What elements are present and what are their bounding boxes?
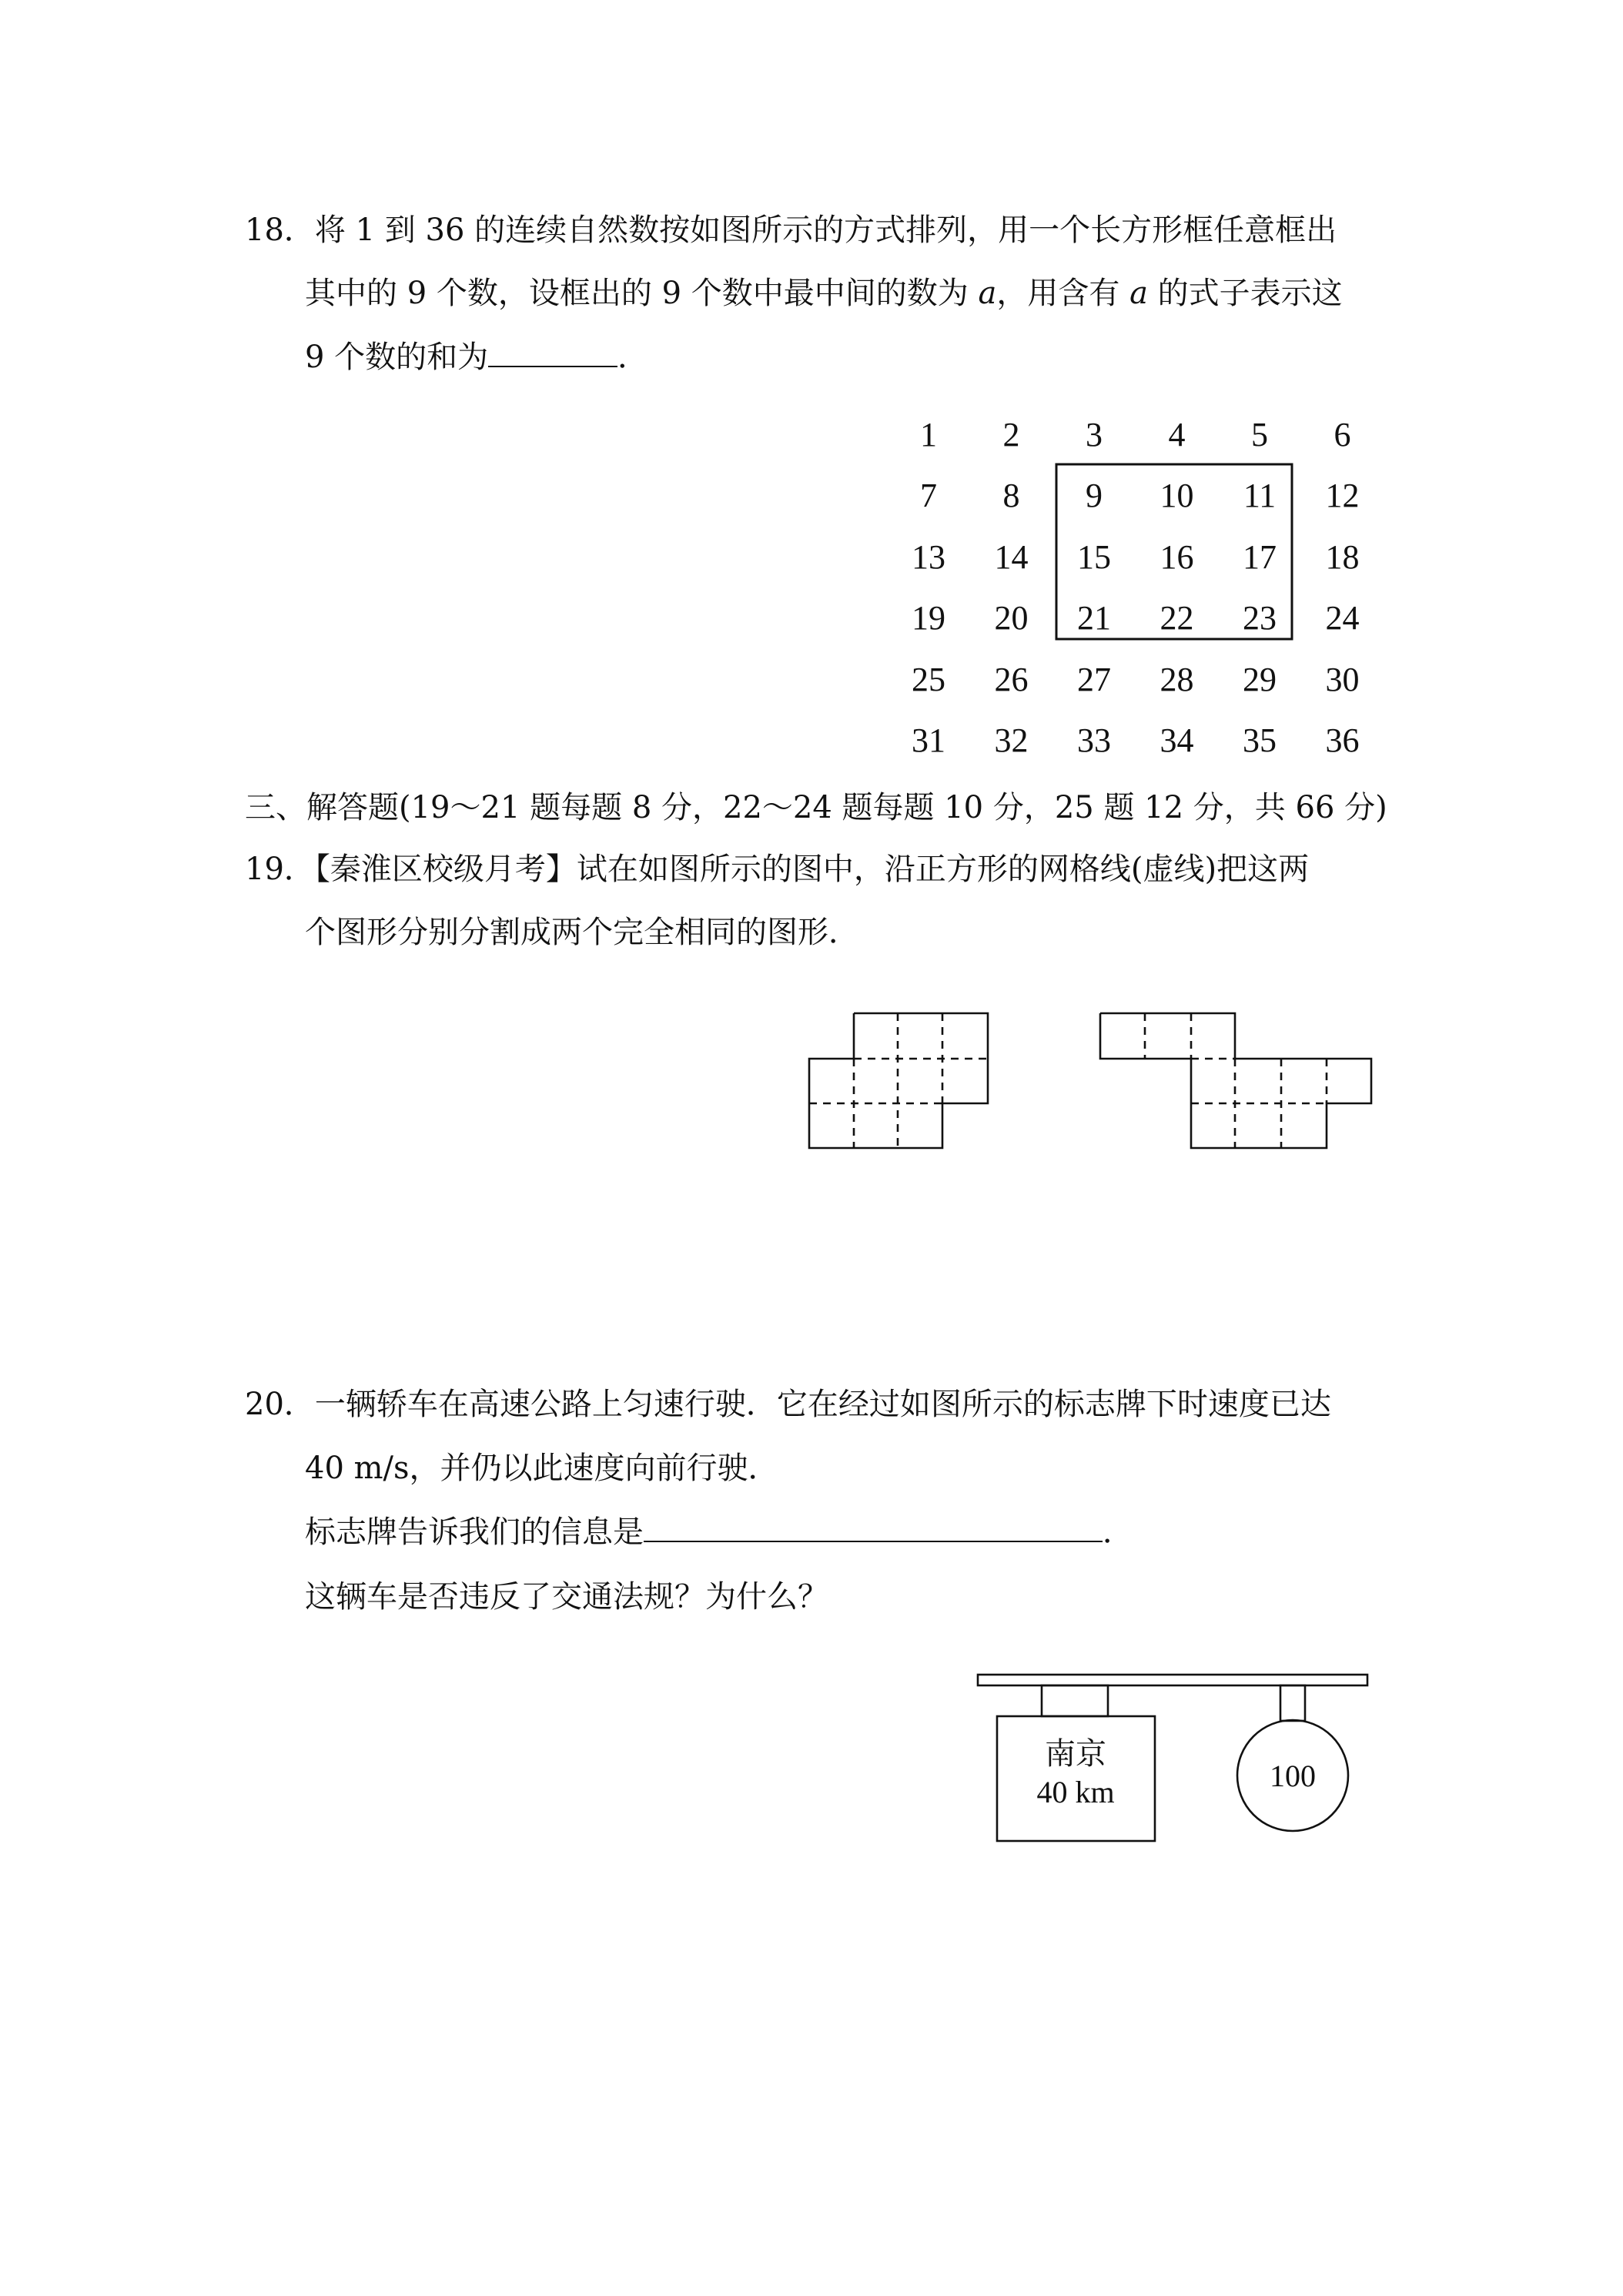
q18-line-2a: 其中的 9 个数，设框出的 9 个数中最中间的数为	[305, 276, 979, 311]
sign-distance: 40 km	[1036, 1775, 1115, 1809]
grid-number: 4	[1168, 416, 1186, 454]
grid-number: 5	[1251, 416, 1268, 454]
grid-number: 3	[1086, 416, 1103, 454]
q18-line-2b: ，用含有	[996, 276, 1130, 311]
grid-number: 2	[1002, 416, 1020, 454]
grid-number: 26	[994, 660, 1029, 698]
left-shape-gridlines	[809, 1013, 988, 1148]
speed-sign-post	[1280, 1685, 1305, 1721]
grid-number: 12	[1325, 477, 1360, 515]
grid-number: 19	[912, 599, 945, 638]
grid-number: 24	[1325, 599, 1360, 638]
q19-line-2: 个图形分别分割成两个完全相同的图形．	[305, 915, 859, 950]
grid-number: 35	[1243, 721, 1277, 759]
sign-city-name: 南京	[1045, 1736, 1106, 1771]
grid-number: 27	[1077, 660, 1111, 698]
grid-number: 23	[1243, 599, 1277, 638]
selection-frame	[1056, 464, 1292, 639]
grid-number: 18	[1325, 537, 1360, 576]
q20-line-2: 40 m/s，并仍以此速度向前行驶．	[305, 1451, 779, 1486]
q20-line-4: 这辆车是否违反了交通法规？为什么？	[305, 1579, 828, 1615]
right-dissection-shape	[1100, 1013, 1371, 1148]
grid-number: 15	[1077, 537, 1111, 576]
grid-number: 30	[1325, 660, 1360, 698]
q18-line-3-end: ．	[617, 340, 649, 375]
grid-number: 25	[912, 660, 945, 698]
q18-variable-a: a	[978, 276, 997, 311]
grid-number: 8	[1002, 477, 1020, 515]
left-dissection-shape	[809, 1013, 988, 1148]
grid-number: 28	[1160, 660, 1194, 698]
sign-speed-limit: 100	[1270, 1759, 1316, 1793]
grid-number: 16	[1160, 537, 1194, 576]
grid-number: 22	[1160, 599, 1194, 638]
grid-number: 13	[912, 537, 945, 576]
grid-number: 1	[920, 416, 937, 454]
grid-number: 20	[994, 599, 1029, 638]
grid-number: 10	[1160, 477, 1194, 515]
q20-line-3-text: 标志牌告诉我们的信息是	[305, 1514, 644, 1550]
q19-line-1: 19．【秦淮区校级月考】试在如图所示的图中，沿正方形的网格线(虚线)把这两	[245, 852, 1310, 887]
q20-line-3-end: ．	[1103, 1514, 1133, 1550]
sign-connector	[1042, 1685, 1108, 1716]
section-3-heading: 三、解答题(19～21 题每题 8 分，22～24 题每题 10 分，25 题 12 分，共 66 分)	[245, 790, 1387, 825]
grid-number: 9	[1086, 477, 1103, 515]
grid-number: 11	[1243, 477, 1277, 515]
road-sign	[978, 1675, 1367, 1841]
q20-line-1: 20．一辆轿车在高速公路上匀速行驶．它在经过如图所示的标志牌下时速度已达	[245, 1387, 1331, 1422]
grid-number: 32	[994, 721, 1029, 759]
grid-number: 6	[1334, 416, 1351, 454]
q18-line-1: 18．将 1 到 36 的连续自然数按如图所示的方式排列，用一个长方形框任意框出	[245, 213, 1337, 248]
q18-line-3-text: 9 个数的和为	[305, 340, 489, 375]
grid-number: 14	[994, 537, 1029, 576]
grid-number: 34	[1160, 721, 1194, 759]
grid-number: 29	[1243, 660, 1277, 698]
grid-number: 21	[1077, 599, 1111, 638]
grid-number: 31	[912, 721, 945, 759]
grid-number: 7	[920, 477, 937, 515]
q18-variable-a-2: a	[1129, 276, 1148, 311]
grid-number: 17	[1243, 537, 1277, 576]
q18-line-2c: 的式子表示这	[1147, 276, 1343, 311]
sign-bar	[978, 1675, 1367, 1685]
grid-number: 36	[1325, 721, 1360, 759]
grid-number: 33	[1077, 721, 1111, 759]
